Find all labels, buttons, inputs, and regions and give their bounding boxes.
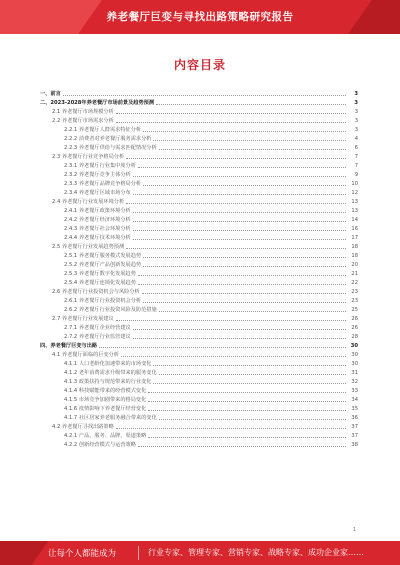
toc-entry-label: 四、养老餐厅巨变与出路: [40, 343, 98, 349]
toc-leader-dots: [133, 239, 346, 240]
toc-leader-dots: [133, 194, 346, 195]
toc-leader-dots: [126, 203, 346, 204]
toc-leader-dots: [63, 95, 346, 96]
toc-entry[interactable]: [40, 214, 358, 223]
toc-entry[interactable]: [40, 394, 358, 403]
toc-entry-label: 2.3.3 养老餐厅品牌竞争格局分析: [64, 181, 142, 187]
toc-entry-page: 26: [351, 316, 358, 322]
toc-entry[interactable]: [40, 223, 358, 232]
toc-leader-dots: [153, 365, 346, 366]
toc-entry-label: 4.1.2 老年消费需求升级带来的服务变化: [64, 370, 157, 376]
toc-entry-label: 2.5 养老餐厅行业发展趋势预测: [52, 244, 125, 250]
toc-entry-label: 2.7.2 养老餐厅行业监管建议: [64, 334, 131, 340]
toc-entry[interactable]: [40, 232, 358, 241]
toc-entry-label: 4.2 养老餐厅寻找出路策略: [52, 424, 114, 430]
toc-entry-page: 37: [351, 424, 358, 430]
toc-leader-dots: [143, 266, 346, 267]
toc-entry[interactable]: [40, 133, 358, 142]
toc-entry-page: 23: [351, 289, 358, 295]
toc-entry-label: 2.6.1 养老餐厅行业投资机会分析: [64, 298, 142, 304]
toc-entry-page: 35: [351, 406, 358, 412]
toc-entry[interactable]: [40, 439, 358, 448]
toc-entry-label: 4.1.6 疫情影响下养老餐厅经营变化: [64, 406, 147, 412]
footer-banner: [0, 541, 400, 565]
toc-entry-label: 4.1.1 人口老龄化加速带来的市场变化: [64, 361, 152, 367]
toc-entry-page: 28: [351, 334, 358, 340]
toc-entry[interactable]: [40, 322, 358, 331]
toc-entry-label: 2.5.2 养老餐厅产品创新发展趋势: [64, 262, 142, 268]
toc-entry[interactable]: [40, 376, 358, 385]
toc-entry-label: 2.4.2 养老餐厅经济环境分析: [64, 217, 131, 223]
footer-divider: [138, 546, 139, 560]
toc-entry-label: 2.3.2 养老餐厅竞争主体分析: [64, 172, 131, 178]
toc-heading: 内容目录: [173, 58, 226, 72]
toc-entry-page: 31: [351, 370, 358, 376]
toc-entry-label: 4.2.1 产品、服务、品牌、渠道策略: [64, 433, 147, 439]
toc-entry-page: 9: [354, 172, 358, 178]
header-banner: [0, 0, 400, 34]
toc-entry[interactable]: [40, 286, 358, 295]
toc-entry-page: 33: [351, 388, 358, 394]
toc-entry-page: 30: [351, 361, 358, 367]
toc-entry-label: 2.7.1 养老餐厅企业经营建议: [64, 325, 131, 331]
toc-leader-dots: [148, 410, 346, 411]
page-number: 1: [352, 527, 356, 533]
toc-entry[interactable]: [40, 88, 358, 97]
toc-leader-dots: [148, 392, 346, 393]
toc-entry[interactable]: [40, 97, 358, 106]
toc-entry-label: 2.4 养老餐厅行业发展环境分析: [52, 199, 125, 205]
report-title: 养老餐厅巨变与寻找出路策略研究报告: [106, 11, 294, 23]
toc-entry[interactable]: [40, 358, 358, 367]
toc-entry-page: 30: [351, 352, 358, 358]
toc-leader-dots: [116, 428, 346, 429]
toc-leader-dots: [126, 158, 346, 159]
toc-leader-dots: [116, 122, 346, 123]
toc-entry[interactable]: [40, 160, 358, 169]
toc-entry-label: 2.5.3 养老餐厅数字化发展趋势: [64, 271, 136, 277]
toc-entry-label: 4.1.4 科技赋能带来的经营模式变化: [64, 388, 147, 394]
toc-entry-page: 13: [351, 208, 358, 214]
toc-entry[interactable]: [40, 169, 358, 178]
toc-leader-dots: [138, 284, 346, 285]
toc-entry-page: 34: [351, 397, 358, 403]
toc-leader-dots: [99, 347, 346, 348]
toc-entry-page: 20: [351, 262, 358, 268]
toc-entry-label: 2.6.2 养老餐厅行业投资风险及防范措施: [64, 307, 157, 313]
toc-entry-label: 2.5.4 养老餐厅连锁化发展趋势: [64, 280, 136, 286]
toc-entry-label: 一、前言: [40, 91, 61, 97]
toc-entry-page: 3: [354, 109, 358, 115]
toc-entry-page: 10: [351, 181, 358, 187]
toc-entry-label: 2.4.3 养老餐厅社会环境分析: [64, 226, 131, 232]
toc-leader-dots: [159, 311, 346, 312]
toc-entry-page: 14: [351, 217, 358, 223]
toc-leader-dots: [133, 329, 346, 330]
toc-leader-dots: [126, 248, 346, 249]
toc-entry[interactable]: [40, 151, 358, 160]
toc-entry[interactable]: [40, 313, 358, 322]
toc-entry[interactable]: [40, 241, 358, 250]
toc-entry-page: 37: [351, 433, 358, 439]
toc-entry-label: 4.1 养老餐厅面临的巨变分析: [52, 352, 119, 358]
toc-leader-dots: [153, 140, 346, 141]
toc-entry[interactable]: [40, 124, 358, 133]
toc-entry-label: 4.2.2 创新经营模式与运营策略: [64, 442, 136, 448]
toc-entry[interactable]: [40, 142, 358, 151]
toc-entry-label: 2.3.1 养老餐厅行业集中度分析: [64, 163, 136, 169]
toc-entry-page: 25: [351, 307, 358, 313]
toc-entry[interactable]: [40, 412, 358, 421]
toc-entry-label: 2.7 养老餐厅行业发展建议: [52, 316, 114, 322]
toc-entry[interactable]: [40, 205, 358, 214]
toc-leader-dots: [143, 185, 346, 186]
toc-leader-dots: [143, 257, 346, 258]
toc-entry[interactable]: [40, 259, 358, 268]
toc-entry-page: 6: [354, 145, 358, 151]
toc-entry[interactable]: [40, 340, 358, 349]
table-of-contents: [40, 88, 358, 448]
toc-entry[interactable]: [40, 304, 358, 313]
toc-entry-page: 13: [351, 199, 358, 205]
toc-entry-label: 2.4.1 养老餐厅政策环境分析: [64, 208, 131, 214]
toc-entry[interactable]: [40, 187, 358, 196]
toc-leader-dots: [133, 176, 346, 177]
toc-entry[interactable]: [40, 115, 358, 124]
toc-entry[interactable]: [40, 430, 358, 439]
toc-entry-page: 18: [351, 244, 358, 250]
toc-entry-label: 2.6 养老餐厅行业投资机会与风险分析: [52, 289, 140, 295]
toc-leader-dots: [133, 338, 346, 339]
toc-leader-dots: [138, 446, 346, 447]
toc-leader-dots: [153, 383, 346, 384]
toc-entry-page: 32: [351, 379, 358, 385]
toc-entry-label: 4.1.5 市场竞争加剧带来的格局变化: [64, 397, 147, 403]
toc-leader-dots: [159, 419, 346, 420]
toc-entry-page: 7: [354, 154, 358, 160]
toc-entry-label: 2.4.4 养老餐厅技术环境分析: [64, 235, 131, 241]
toc-entry-page: 17: [351, 235, 358, 241]
toc-entry-page: 3: [354, 91, 358, 97]
toc-entry[interactable]: [40, 367, 358, 376]
footer-slogan-right: 行业专家、管理专家、营销专家、战略专家、成功企业家……: [148, 548, 364, 557]
toc-leader-dots: [143, 302, 346, 303]
toc-entry-page: 38: [351, 442, 358, 448]
toc-entry-label: 2.3.4 养老餐厅区域市场分布: [64, 190, 131, 196]
toc-leader-dots: [133, 212, 346, 213]
toc-entry[interactable]: [40, 196, 358, 205]
toc-entry[interactable]: [40, 277, 358, 286]
toc-entry-label: 2.2.2 消费者对养老餐厅服务需求分析: [64, 136, 152, 142]
toc-entry-label: 4.1.7 社区居家养老服务融合带来的变化: [64, 415, 157, 421]
toc-leader-dots: [156, 104, 346, 105]
toc-leader-dots: [148, 437, 346, 438]
toc-entry-label: 2.2 养老餐厅市场需求分析: [52, 118, 114, 124]
toc-entry[interactable]: [40, 349, 358, 358]
toc-leader-dots: [148, 401, 346, 402]
toc-entry-page: 12: [351, 190, 358, 196]
toc-entry-page: 16: [351, 226, 358, 232]
toc-leader-dots: [116, 320, 346, 321]
toc-entry-page: 36: [351, 415, 358, 421]
toc-entry[interactable]: [40, 250, 358, 259]
toc-entry-label: 2.2.3 养老餐厅供给与需求匹配情况分析: [64, 145, 157, 151]
toc-entry-page: 4: [354, 136, 358, 142]
toc-entry-page: 26: [351, 325, 358, 331]
toc-entry[interactable]: [40, 295, 358, 304]
toc-entry-label: 2.5.1 养老餐厅服务模式发展趋势: [64, 253, 142, 259]
toc-leader-dots: [159, 374, 346, 375]
toc-leader-dots: [133, 221, 346, 222]
toc-entry-page: 3: [354, 118, 358, 124]
toc-entry-label: 二、2023-2028年养老餐厅市场前景及趋势预测: [40, 100, 155, 106]
toc-entry-label: 2.3 养老餐厅行业竞争格局分析: [52, 154, 125, 160]
toc-entry[interactable]: [40, 178, 358, 187]
toc-leader-dots: [159, 149, 346, 150]
toc-entry-page: 22: [351, 280, 358, 286]
toc-leader-dots: [143, 131, 346, 132]
toc-leader-dots: [116, 113, 346, 114]
toc-entry-page: 3: [354, 127, 358, 133]
toc-entry-page: 7: [354, 163, 358, 169]
toc-entry-label: 4.1.3 政策扶持与规范带来的行业变化: [64, 379, 152, 385]
toc-entry[interactable]: [40, 268, 358, 277]
toc-entry[interactable]: [40, 421, 358, 430]
toc-entry-page: 23: [351, 298, 358, 304]
toc-entry[interactable]: [40, 385, 358, 394]
toc-entry[interactable]: [40, 403, 358, 412]
toc-entry-page: 21: [351, 271, 358, 277]
toc-leader-dots: [138, 167, 346, 168]
toc-entry-page: 18: [351, 253, 358, 259]
toc-entry[interactable]: [40, 331, 358, 340]
toc-entry-label: 2.2.1 养老餐厅人群需求特征分析: [64, 127, 142, 133]
toc-leader-dots: [138, 275, 346, 276]
toc-entry-page: 30: [350, 343, 358, 349]
toc-leader-dots: [121, 356, 346, 357]
toc-entry-page: 3: [354, 100, 358, 106]
toc-leader-dots: [133, 230, 346, 231]
toc-leader-dots: [142, 293, 346, 294]
toc-entry-label: 2.1 养老餐厅市场规模分析: [52, 109, 114, 115]
toc-entry[interactable]: [40, 106, 358, 115]
footer-slogan-left: 让每个人都能成为: [48, 549, 117, 559]
